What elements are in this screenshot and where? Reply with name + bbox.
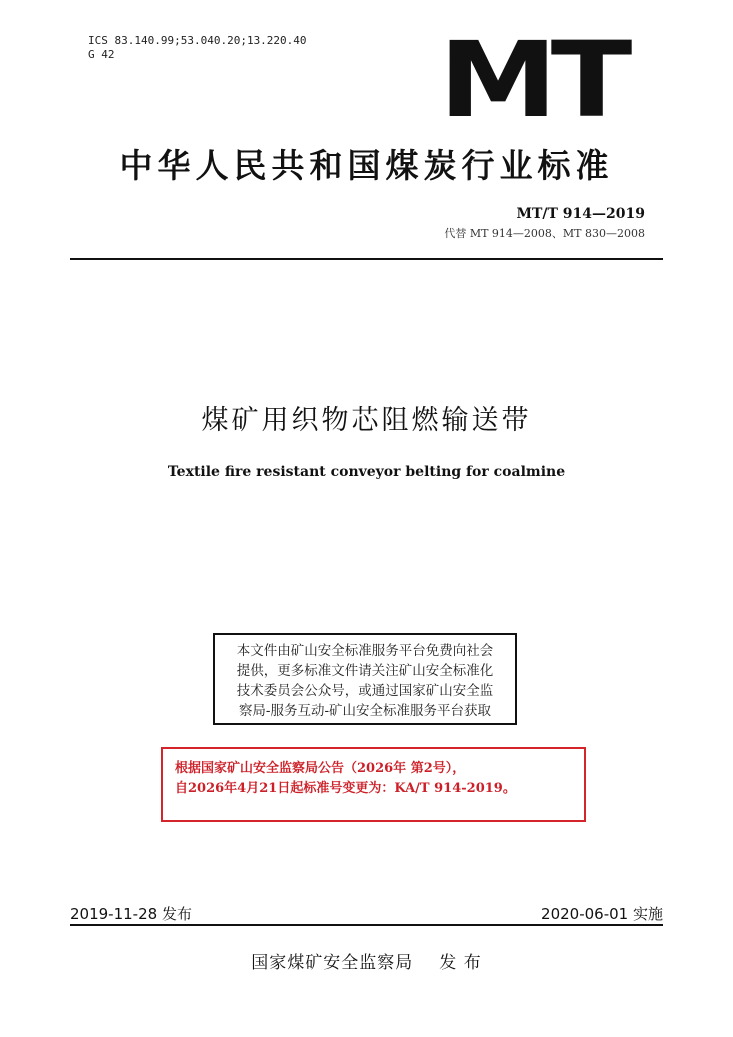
issuer-action: 发 布 (439, 953, 482, 973)
document-title-chinese: 煤矿用织物芯阻燃输送带 (201, 405, 532, 436)
ccs-code: G 42 (88, 48, 115, 61)
notice-line: 本文件由矿山安全标准服务平台免费向社会 (236, 643, 494, 659)
number-change-notice (161, 747, 586, 822)
free-access-notice (213, 633, 517, 725)
notice-line: 技术委员会公众号，或通过国家矿山安全监 (236, 683, 494, 699)
notice-line: 提供，更多标准文件请关注矿山安全标准化 (236, 663, 494, 679)
bottom-divider (70, 924, 663, 926)
issue-date: 2019-11-28 发布 (70, 905, 192, 923)
replaces-note: 代替 MT 914—2008、MT 830—2008 (444, 227, 645, 240)
standard-code: MT/T 914—2019 (516, 206, 645, 222)
issuer-name: 国家煤矿安全监察局 (251, 953, 414, 973)
ics-code: ICS 83.140.99;53.040.20;13.220.40 (88, 34, 307, 47)
mt-logo: MT (438, 19, 625, 141)
notice-line: 察局-服务互动-矿山安全标准服务平台获取 (238, 703, 492, 719)
organization-title: 中华人民共和国煤炭行业标准 (119, 146, 614, 185)
red-notice-line: 根据国家矿山安全监察局公告（2026年 第2号）， (175, 761, 466, 776)
top-divider (70, 258, 663, 260)
classification-codes (88, 34, 307, 62)
document-title-english: Textile fire resistant conveyor belting for coalmine (167, 464, 566, 480)
red-notice-line: 自2026年4月21日起标准号变更为：KA/T 914-2019。 (175, 781, 516, 796)
issuer-line (0, 948, 733, 973)
implementation-date: 2020-06-01 实施 (541, 905, 663, 923)
